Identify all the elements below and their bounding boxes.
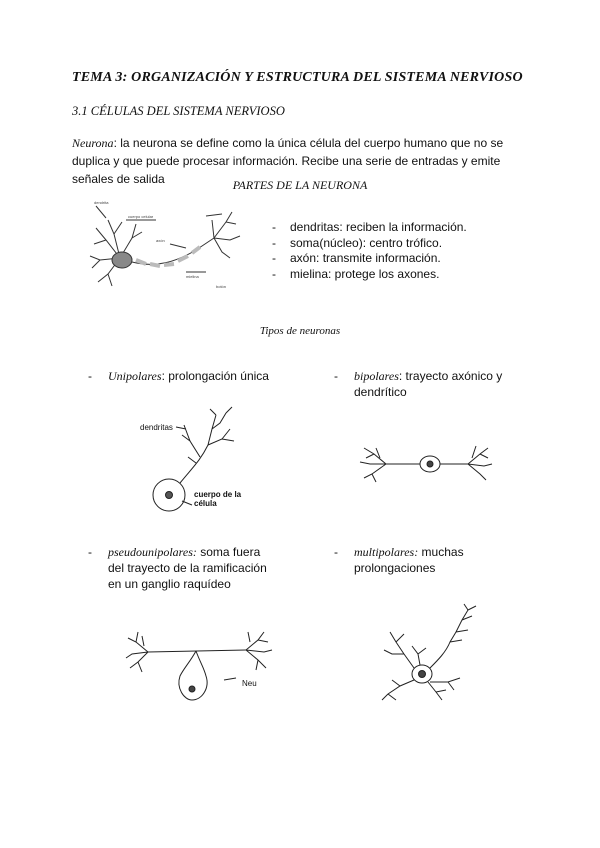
multipolar-neuron-figure (376, 602, 486, 704)
type-term: Unipolares (108, 369, 162, 383)
unipolar-body-label-2: célula (194, 499, 217, 508)
list-item: - soma(núcleo): centro trófico. (270, 236, 467, 252)
svg-text:mielina: mielina (186, 274, 199, 279)
bipolar-neuron-figure (356, 440, 496, 485)
neuron-parts-list (270, 220, 467, 282)
unipolar-neuron-figure (138, 405, 288, 530)
type-description: : prolongación única (161, 369, 269, 383)
neuron-type-bipolar: - bipolares: trayecto axónico y dendrítico (334, 369, 503, 399)
svg-text:botón: botón (216, 284, 227, 289)
type-description: muchas prolongaciones (354, 545, 464, 575)
type-term: pseudounipolares: (108, 545, 197, 559)
svg-text:dendrita: dendrita (94, 200, 109, 205)
type-description: : trayecto axónico y dendrítico (354, 369, 503, 399)
neuron-parts-figure (86, 198, 246, 290)
list-item: - mielina: protege los axones. (270, 267, 467, 283)
type-term: bipolares (354, 369, 399, 383)
unipolar-body-label-1: cuerpo de la (194, 490, 242, 499)
neuron-type-pseudounipolar: - pseudounipolares: soma fuera del trayecto de la ramificación en un ganglio raquídeo (88, 545, 267, 591)
type-term: multipolares: (354, 545, 419, 559)
intro-text: : la neurona se define como la única célula del cuerpo humano que no se duplica y que puede procesar información. Recibe una serie de entradas y emite señales de salida (72, 136, 504, 186)
intro-term: Neurona (72, 136, 114, 150)
svg-text:axón: axón (156, 238, 165, 243)
neuron-type-multipolar: - multipolares: muchas prolongaciones (334, 545, 464, 575)
type-description: soma fuera del trayecto de la ramificación en un ganglio raquídeo (108, 545, 267, 591)
page-title: TEMA 3: ORGANIZACIÓN Y ESTRUCTURA DEL SISTEMA NERVIOSO (72, 70, 523, 85)
parts-heading: PARTES DE LA NEURONA (232, 178, 368, 192)
unipolar-dendrites-label: dendritas (140, 423, 173, 432)
types-heading: Tipos de neuronas (259, 325, 341, 337)
pseudounipolar-partial-label: Neu (242, 679, 257, 688)
section-title: 3.1 CÉLULAS DEL SISTEMA NERVIOSO (72, 104, 285, 118)
list-item: - axón: transmite información. (270, 251, 467, 267)
svg-text:cuerpo celular: cuerpo celular (128, 214, 154, 219)
neuron-type-unipolar: - Unipolares: prolongación única (88, 369, 269, 383)
list-item: - dendritas: reciben la información. (270, 220, 467, 236)
pseudounipolar-neuron-figure (124, 628, 274, 708)
